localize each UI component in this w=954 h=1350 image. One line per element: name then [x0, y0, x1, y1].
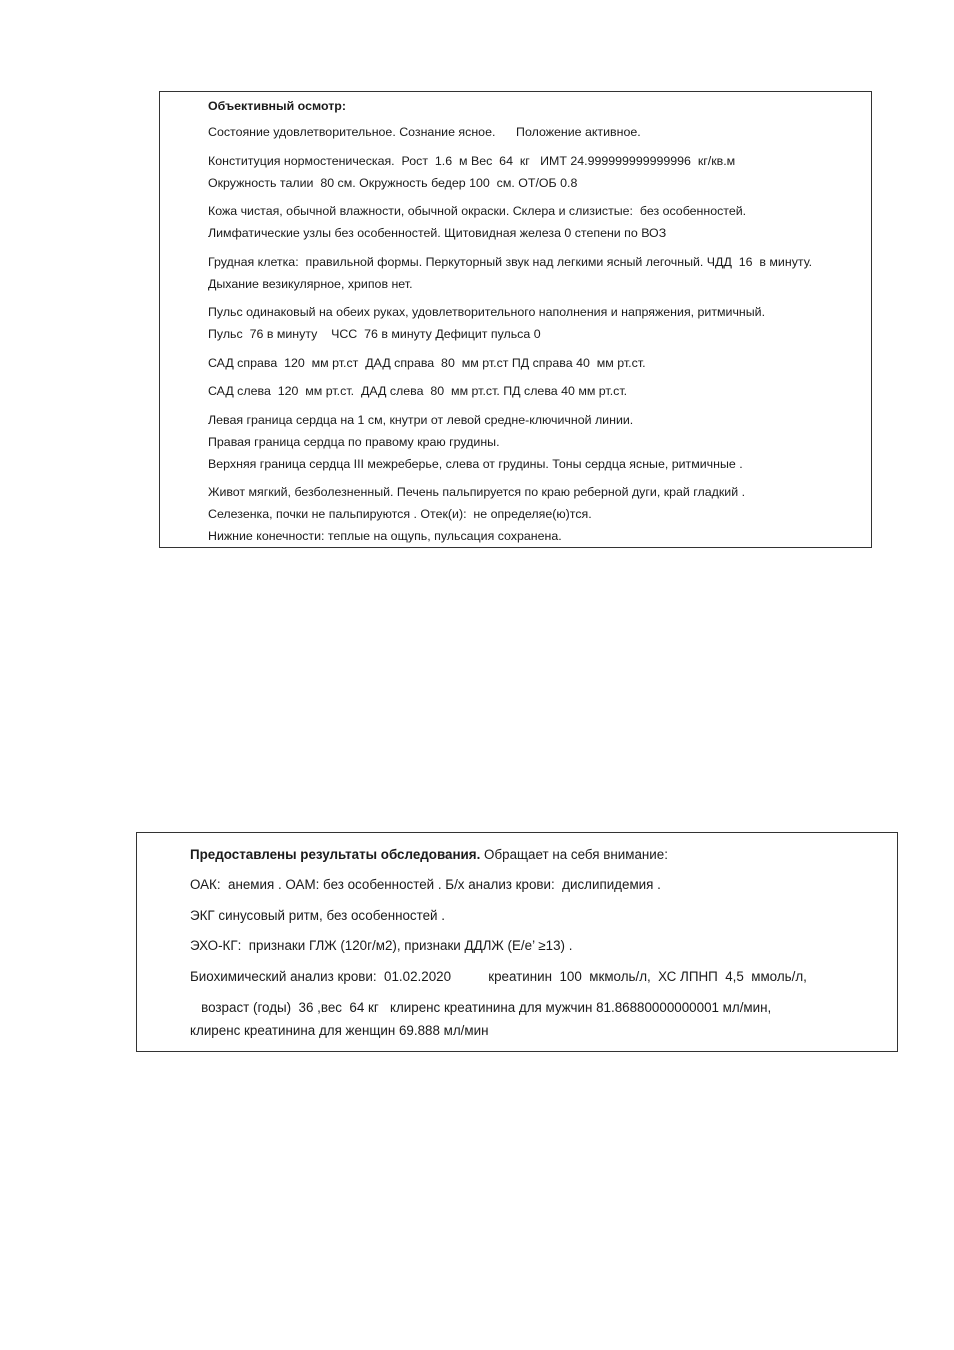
exam-line-heart-upper-border: Верхняя граница сердца III межреберье, слева от грудины. Тоны сердца ясные, ритмичные . — [208, 457, 743, 471]
physical-exam-section — [159, 91, 872, 548]
exam-line-pulse: Пульс одинаковый на обеих руках, удовлетворительного наполнения и напряжения, ритмичный. — [208, 305, 766, 319]
exam-line-heart-left-border: Левая граница сердца на 1 см, кнутри от левой средне-ключичной линии. — [208, 413, 634, 427]
exam-line-bp-right: САД справа 120 мм рт.ст ДАД справа 80 мм рт.ст ПД справа 40 мм рт.ст. — [208, 356, 646, 370]
results-line-blood-urine: ОАК: анемия . ОАМ: без особенностей . Б/х анализ крови: дислипидемия . — [190, 877, 661, 892]
results-line-echo: ЭХО-КГ: признаки ГЛЖ (120г/м2), признаки ДДЛЖ (Е/е’ ≥13) . — [190, 938, 573, 953]
exam-line-extremities: Нижние конечности: теплые на ощупь, пульсация сохранена. — [208, 529, 562, 543]
results-line-ecg: ЭКГ синусовый ритм, без особенностей . — [190, 908, 445, 923]
exam-line-abdomen: Живот мягкий, безболезненный. Печень пальпируется по краю реберной дуги, край гладкий . — [208, 485, 746, 499]
exam-line-heart-rate: Пульс 76 в минуту ЧСС 76 в минуту Дефицит пульса 0 — [208, 327, 541, 341]
exam-line-constitution: Конституция нормостеническая. Рост 1.6 м Вес 64 кг ИМТ 24.999999999999996 кг/кв.м — [208, 154, 736, 168]
exam-line-general-state: Состояние удовлетворительное. Сознание ясное. Положение активное. — [208, 125, 641, 139]
results-title — [190, 847, 668, 863]
results-line-clearance-men: возраст (годы) 36 ,вес 64 кг клиренс креатинина для мужчин 81.86880000000001 мл/мин, — [190, 1000, 772, 1015]
exam-line-lymph: Лимфатические узлы без особенностей. Щитовидная железа 0 степени по ВОЗ — [208, 226, 667, 240]
exam-line-heart-right-border: Правая граница сердца по правому краю грудины. — [208, 435, 500, 449]
exam-line-breathing: Дыхание везикулярное, хрипов нет. — [208, 277, 413, 291]
exam-line-spleen: Селезенка, почки не пальпируются . Отек(и): не определяе(ю)тся. — [208, 507, 592, 521]
results-line-biochem: Биохимический анализ крови: 01.02.2020 креатинин 100 мкмоль/л, ХС ЛПНП 4,5 ммоль/л, — [190, 969, 807, 984]
results-title-rest: Обращает на себя внимание: — [480, 847, 668, 862]
exam-line-bp-left: САД слева 120 мм рт.ст. ДАД слева 80 мм рт.ст. ПД слева 40 мм рт.ст. — [208, 384, 628, 398]
results-title-bold: Предоставлены результаты обследования. — [190, 847, 481, 862]
results-line-clearance-women: клиренс креатинина для женщин 69.888 мл/мин — [190, 1023, 489, 1038]
exam-results-section — [136, 832, 898, 1052]
exam-title: Объективный осмотр: — [208, 99, 347, 113]
exam-line-waist: Окружность талии 80 см. Окружность бедер 100 см. ОТ/ОБ 0.8 — [208, 176, 578, 190]
exam-line-skin: Кожа чистая, обычной влажности, обычной окраски. Склера и слизистые: без особенностей. — [208, 204, 747, 218]
exam-line-chest: Грудная клетка: правильной формы. Перкуторный звук над легкими ясный легочный. ЧДД 16 в минуту. — [208, 255, 813, 269]
